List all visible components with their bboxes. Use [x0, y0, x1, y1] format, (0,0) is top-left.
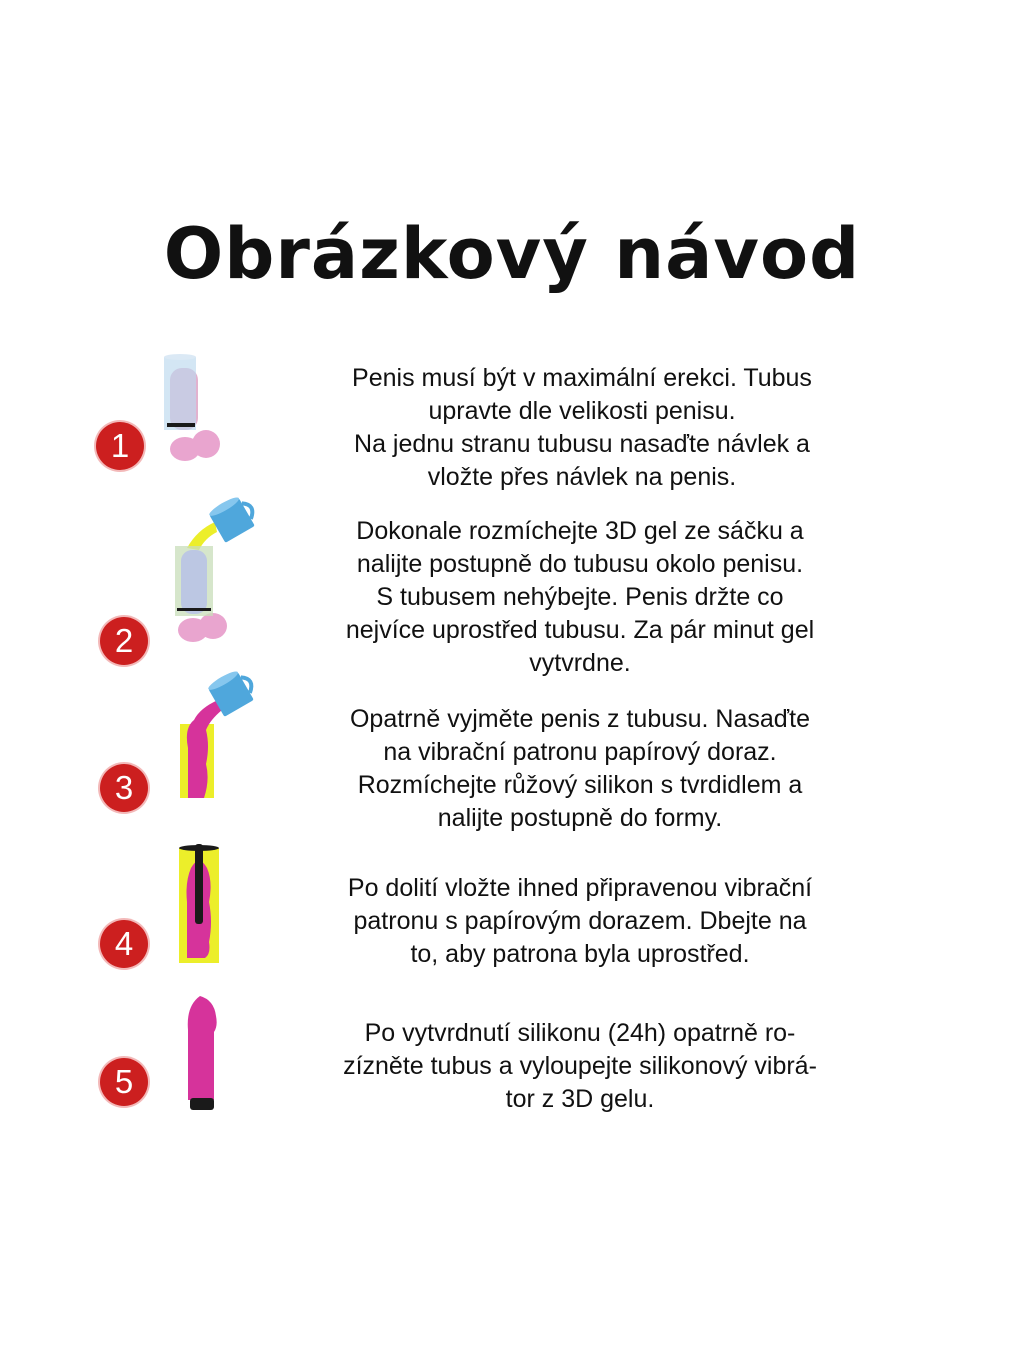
- page-title: Obrázkový návod: [163, 213, 861, 295]
- step-text-line: zízněte tubus a vyloupejte silikonový vibrá-: [343, 1052, 817, 1080]
- step-description: [300, 515, 860, 680]
- step-description: [312, 362, 852, 494]
- step-text-line: Dokonale rozmíchejte 3D gel ze sáčku a: [356, 517, 804, 545]
- step-description: [300, 703, 860, 835]
- finished-vibrator-icon: [180, 990, 225, 1115]
- tube-on-penis-icon: [150, 350, 230, 465]
- step-description: [290, 1017, 870, 1116]
- step-text-line: tor z 3D gelu.: [505, 1085, 655, 1113]
- step-text-line: Po vytvrdnutí silikonu (24h) opatrně ro-: [364, 1019, 796, 1047]
- step-number-badge: 2: [100, 617, 148, 665]
- step-text-line: patronu s papírovým dorazem. Dbejte na: [353, 907, 807, 935]
- step-text-line: Penis musí být v maximální erekci. Tubus: [352, 364, 812, 392]
- step-text-line: nejvíce uprostřed tubusu. Za pár minut gel: [345, 616, 815, 644]
- step-text-line: S tubusem nehýbejte. Penis držte co: [376, 583, 784, 611]
- step-text-line: na vibrační patronu papírový doraz.: [383, 738, 777, 766]
- step-text-line: vložte přes návlek na penis.: [427, 463, 737, 491]
- step-number-badge: 1: [96, 422, 144, 470]
- step-text-line: Opatrně vyjměte penis z tubusu. Nasaďte: [349, 705, 811, 733]
- pouring-silicone-icon: [170, 668, 260, 803]
- step-text-line: Rozmíchejte růžový silikon s tvrdidlem a: [357, 771, 803, 799]
- step-text-line: vytvrdne.: [529, 649, 631, 677]
- step-number-badge: 3: [100, 764, 148, 812]
- step-number-badge: 5: [100, 1058, 148, 1106]
- step-text-line: Na jednu stranu tubusu nasaďte návlek a: [354, 430, 810, 458]
- step-number-badge: 4: [100, 920, 148, 968]
- mold-with-cartridge-icon: [175, 842, 225, 967]
- step-text-line: nalijte postupně do tubusu okolo penisu.: [356, 550, 804, 578]
- step-description: [300, 872, 860, 971]
- pouring-gel-icon: [165, 492, 260, 647]
- step-text-line: nalijte postupně do formy.: [437, 804, 723, 832]
- step-text-line: upravte dle velikosti penisu.: [428, 397, 736, 425]
- step-text-line: Po dolití vložte ihned připravenou vibrační: [347, 874, 813, 902]
- step-text-line: to, aby patrona byla uprostřed.: [410, 940, 750, 968]
